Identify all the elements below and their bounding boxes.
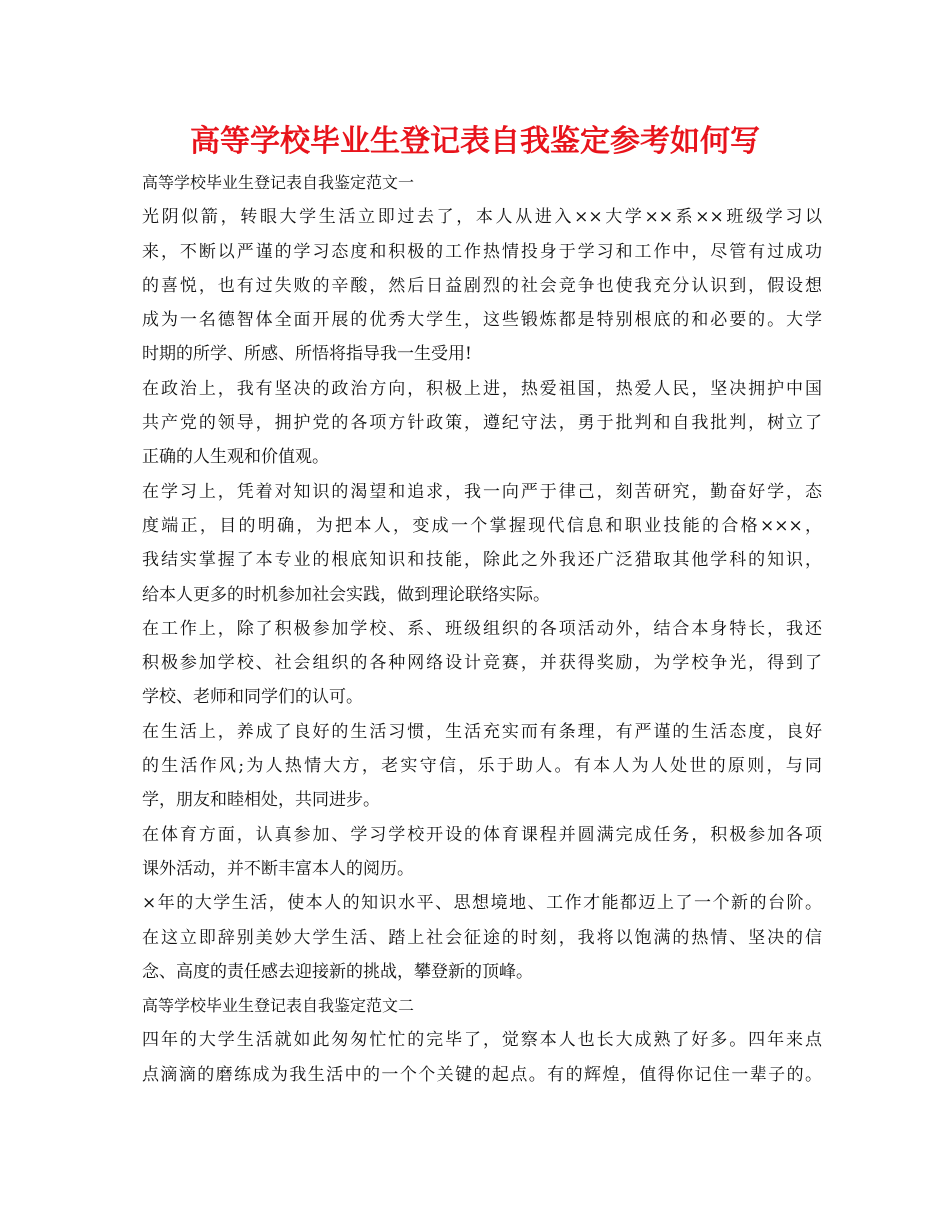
section-heading: 高等学校毕业生登记表自我鉴定范文二 <box>142 996 415 1016</box>
text-line: 念、高度的责任感去迎接新的挑战，攀登新的顶峰。 <box>142 961 533 982</box>
text-line: 学校、老师和同学们的认可。 <box>142 687 363 708</box>
text-line: 在工作上，除了积极参加学校、系、班级组织的各项活动外，结合本身特长，我还 <box>142 618 822 639</box>
text-line: 课外活动，并不断丰富本人的阅历。 <box>142 858 414 879</box>
text-line: 的喜悦，也有过失败的辛酸，然后日益剧烈的社会竞争也使我充分认识到，假设想 <box>142 275 822 296</box>
document-title: 高等学校毕业生登记表自我鉴定参考如何写 <box>190 124 760 159</box>
text-line: 在政治上，我有坚决的政治方向，积极上进，热爱祖国，热爱人民，坚决拥护中国 <box>142 378 822 399</box>
text-line: ×年的大学生活，使本人的知识水平、思想境地、工作才能都迈上了一个新的台阶。 <box>142 893 822 914</box>
text-line: 积极参加学校、社会组织的各种网络设计竞赛，并获得奖励，为学校争光，得到了 <box>142 653 822 674</box>
text-line: 度端正，目的明确，为把本人，变成一个掌握现代信息和职业技能的合格×××， <box>142 515 822 536</box>
text-line: 正确的人生观和价值观。 <box>142 447 329 468</box>
text-line: 在这立即辞别美妙大学生活、踏上社会征途的时刻，我将以饱满的热情、坚决的信 <box>142 927 822 948</box>
text-line: 共产党的领导，拥护党的各项方针政策，遵纪守法，勇于批判和自我批判，树立了 <box>142 413 822 434</box>
text-line: 光阴似箭，转眼大学生活立即过去了，本人从进入××大学××系××班级学习以 <box>142 207 822 228</box>
text-line: 学，朋友和睦相处，共同进步。 <box>142 790 380 811</box>
text-line: 成为一名德智体全面开展的优秀大学生，这些锻炼都是特别根底的和必要的。大学 <box>142 310 822 331</box>
document-body <box>142 166 822 1092</box>
text-line: 四年的大学生活就如此匆匆忙忙的完毕了，觉察本人也长大成熟了好多。四年来点 <box>142 1030 822 1051</box>
text-line: 我结实掌握了本专业的根底知识和技能，除此之外我还广泛猎取其他学科的知识， <box>142 550 822 571</box>
text-line: 时期的所学、所感、所悟将指导我一生受用! <box>142 344 472 365</box>
section-heading: 高等学校毕业生登记表自我鉴定范文一 <box>142 173 415 192</box>
text-line: 点滴滴的磨练成为我生活中的一个个关键的起点。有的辉煌，值得你记住一辈子的。 <box>142 1064 822 1085</box>
text-line: 的生活作风;为人热情大方，老实守信，乐于助人。有本人为人处世的原则，与同 <box>142 756 822 777</box>
text-line: 来，不断以严谨的学习态度和积极的工作热情投身于学习和工作中，尽管有过成功 <box>142 241 822 262</box>
text-line: 在体育方面，认真参加、学习学校开设的体育课程并圆满完成任务，积极参加各项 <box>142 824 822 845</box>
text-line: 在学习上，凭着对知识的渴望和追求，我一向严于律己，刻苦研究，勤奋好学，态 <box>142 481 822 502</box>
text-line: 给本人更多的时机参加社会实践，做到理论联络实际。 <box>142 584 550 605</box>
text-line: 在生活上，养成了良好的生活习惯，生活充实而有条理，有严谨的生活态度，良好 <box>142 721 822 742</box>
